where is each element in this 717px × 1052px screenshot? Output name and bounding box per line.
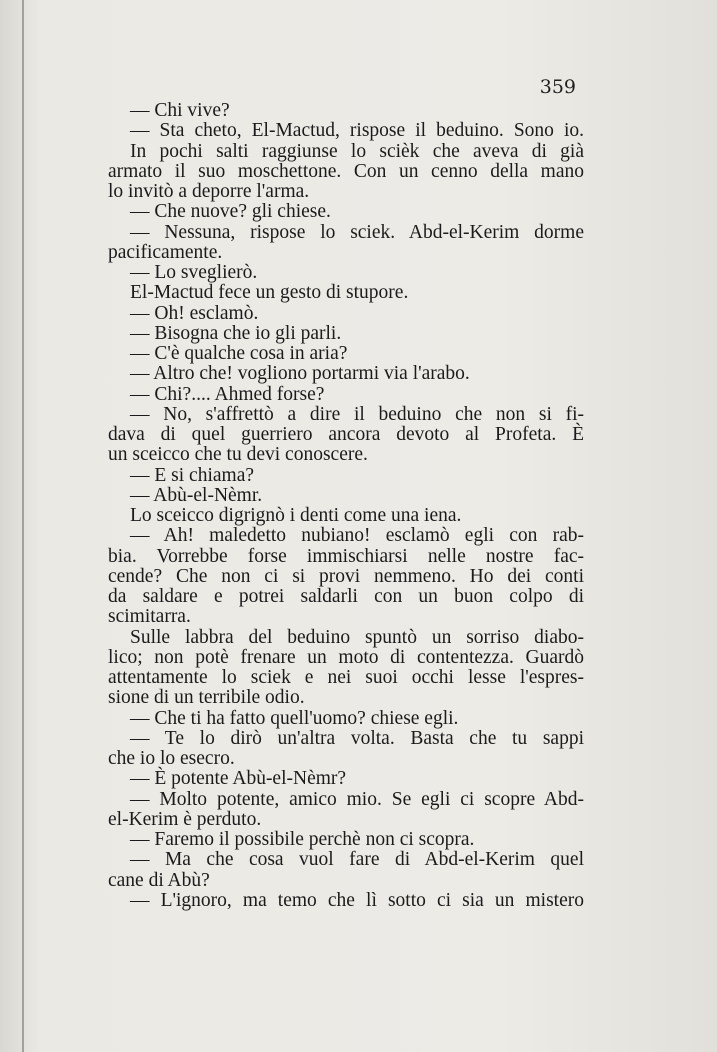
text-line: el-Kerim è perduto.: [108, 808, 262, 830]
text-line: — Chi?.... Ahmed forse?: [130, 383, 325, 405]
text-line: — C'è qualche cosa in aria?: [130, 343, 348, 364]
text-line: — Lo sveglierò.: [130, 262, 258, 283]
text-line: El-Mactud fece un gesto di stupore.: [130, 282, 409, 304]
text-line: sione di un terribile odio.: [108, 687, 305, 709]
text-line: — Altro che! vogliono portarmi via l'arabo.: [130, 363, 470, 385]
text-line: Lo sceicco digrignò i denti come una iena.: [130, 505, 462, 526]
text-line: — Ah! maledetto nubiano! esclamò egli con rab-: [130, 525, 584, 547]
text-line: cane di Abù?: [108, 869, 210, 891]
text-line: pacificamente.: [108, 241, 223, 263]
text-line: armato il suo moschettone. Con un cenno della mano: [108, 160, 584, 182]
text-line: lico; non potè frenare un moto di contentezza. Guardò: [108, 646, 584, 668]
text-line: bia. Vorrebbe forse immischiarsi nelle nostre fac-: [108, 545, 584, 567]
text-line: — E si chiama?: [130, 464, 254, 486]
text-line: — Sta cheto, El-Mactud, rispose il beduino. Sono io.: [130, 120, 584, 142]
text-line: — Che nuove? gli chiese.: [130, 201, 331, 223]
text-line: — Chi vive?: [130, 100, 230, 121]
text-line: — Che ti ha fatto quell'uomo? chiese egli.: [130, 707, 459, 729]
text-line: In pochi salti raggiunse lo scièk che aveva di già: [130, 140, 584, 162]
text-line: — Molto potente, amico mio. Se egli ci scopre Abd-: [130, 788, 584, 810]
text-line: che io lo esecro.: [108, 748, 235, 769]
text-line: — Oh! esclamò.: [130, 302, 259, 324]
text-line: — Faremo il possibile perchè non ci scopra.: [130, 829, 475, 850]
text-line: — È potente Abù-el-Nèmr?: [130, 768, 347, 790]
text-line: — Te lo dirò un'altra volta. Basta che tu sappi: [130, 727, 584, 749]
text-line: Sulle labbra del beduino spuntò un sorriso diabo-: [130, 626, 584, 648]
binding-gutter-line: [22, 0, 24, 1052]
text-line: lo invitò a deporre l'arma.: [108, 181, 310, 202]
text-line: — Ma che cosa vuol fare di Abd-el-Kerim quel: [130, 849, 584, 871]
text-line: attentamente lo sciek e nei suoi occhi lesse l'espres-: [108, 667, 584, 688]
text-line: — Nessuna, rispose lo sciek. Abd-el-Kerim dorme: [130, 221, 584, 243]
text-line: scimitarra.: [108, 606, 191, 628]
text-line: dava di quel guerriero ancora devoto al Profeta. È: [108, 424, 584, 445]
text-line: — Abù-el-Nèmr.: [130, 484, 263, 506]
page-body-text: [108, 101, 584, 911]
text-line: cende? Che non ci si provi nemmeno. Ho dei conti: [108, 565, 584, 587]
text-line: un sceicco che tu devi conoscere.: [108, 444, 368, 466]
text-line: da saldare e potrei saldarli con un buon colpo di: [108, 586, 584, 607]
text-line: — L'ignoro, ma temo che lì sotto ci sia un mistero: [130, 889, 584, 911]
text-line: — No, s'affrettò a dire il beduino che non si fi-: [130, 403, 584, 425]
text-line: — Bisogna che io gli parli.: [130, 322, 342, 344]
page-number: 359: [539, 76, 576, 98]
